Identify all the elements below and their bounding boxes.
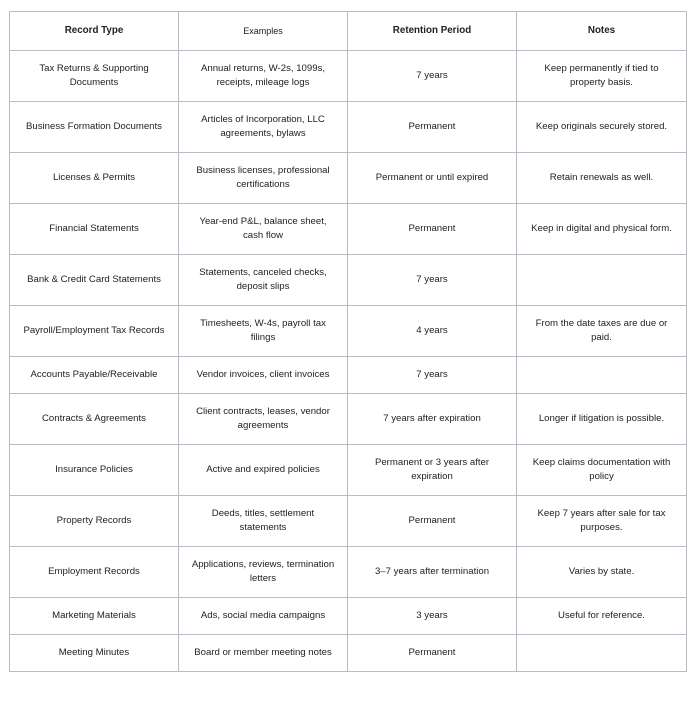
- cell-notes: Keep originals securely stored.: [517, 102, 687, 153]
- table-row: [10, 547, 687, 598]
- records-retention-table: [9, 11, 687, 672]
- cell-examples: Vendor invoices, client invoices: [179, 357, 348, 394]
- cell-retention: 7 years: [348, 255, 517, 306]
- cell-examples: Year-end P&L, balance sheet, cash flow: [179, 204, 348, 255]
- cell-retention: 7 years after expiration: [348, 394, 517, 445]
- header-notes: Notes: [517, 12, 687, 51]
- cell-retention: Permanent: [348, 496, 517, 547]
- cell-record-type: Meeting Minutes: [10, 635, 179, 672]
- cell-examples: Client contracts, leases, vendor agreements: [179, 394, 348, 445]
- cell-record-type: Bank & Credit Card Statements: [10, 255, 179, 306]
- cell-examples: Business licenses, professional certifications: [179, 153, 348, 204]
- table-row: [10, 445, 687, 496]
- cell-record-type: Insurance Policies: [10, 445, 179, 496]
- table-row: [10, 496, 687, 547]
- table-row: [10, 204, 687, 255]
- cell-examples: Articles of Incorporation, LLC agreements, bylaws: [179, 102, 348, 153]
- cell-record-type: Employment Records: [10, 547, 179, 598]
- cell-retention: 4 years: [348, 306, 517, 357]
- cell-record-type: Marketing Materials: [10, 598, 179, 635]
- cell-examples: Timesheets, W-4s, payroll tax filings: [179, 306, 348, 357]
- cell-record-type: Property Records: [10, 496, 179, 547]
- table-row: [10, 51, 687, 102]
- cell-examples: Active and expired policies: [179, 445, 348, 496]
- table-row: [10, 598, 687, 635]
- cell-record-type: Business Formation Documents: [10, 102, 179, 153]
- cell-retention: Permanent: [348, 102, 517, 153]
- cell-record-type: Payroll/Employment Tax Records: [10, 306, 179, 357]
- cell-notes: Keep in digital and physical form.: [517, 204, 687, 255]
- cell-examples: Applications, reviews, termination letters: [179, 547, 348, 598]
- table-row: [10, 102, 687, 153]
- cell-notes: From the date taxes are due or paid.: [517, 306, 687, 357]
- cell-notes: Useful for reference.: [517, 598, 687, 635]
- cell-retention: 7 years: [348, 357, 517, 394]
- table-row: [10, 394, 687, 445]
- table-header: [10, 12, 687, 51]
- cell-record-type: Licenses & Permits: [10, 153, 179, 204]
- cell-notes: [517, 635, 687, 672]
- cell-record-type: Financial Statements: [10, 204, 179, 255]
- header-examples: Examples: [179, 12, 348, 51]
- cell-retention: Permanent: [348, 635, 517, 672]
- cell-notes: Varies by state.: [517, 547, 687, 598]
- cell-retention: 3 years: [348, 598, 517, 635]
- cell-notes: Keep claims documentation with policy: [517, 445, 687, 496]
- cell-record-type: Accounts Payable/Receivable: [10, 357, 179, 394]
- cell-notes: [517, 357, 687, 394]
- table-row: [10, 635, 687, 672]
- cell-examples: Statements, canceled checks, deposit slips: [179, 255, 348, 306]
- records-retention-table-container: [9, 11, 686, 672]
- cell-retention: 3–7 years after termination: [348, 547, 517, 598]
- cell-retention: Permanent or until expired: [348, 153, 517, 204]
- cell-notes: Longer if litigation is possible.: [517, 394, 687, 445]
- cell-notes: Retain renewals as well.: [517, 153, 687, 204]
- cell-notes: [517, 255, 687, 306]
- header-record-type: Record Type: [10, 12, 179, 51]
- cell-retention: 7 years: [348, 51, 517, 102]
- header-row: [10, 12, 687, 51]
- cell-notes: Keep permanently if tied to property basis.: [517, 51, 687, 102]
- table-row: [10, 306, 687, 357]
- cell-examples: Deeds, titles, settlement statements: [179, 496, 348, 547]
- cell-notes: Keep 7 years after sale for tax purposes.: [517, 496, 687, 547]
- cell-record-type: Contracts & Agreements: [10, 394, 179, 445]
- cell-examples: Ads, social media campaigns: [179, 598, 348, 635]
- cell-retention: Permanent or 3 years after expiration: [348, 445, 517, 496]
- cell-examples: Annual returns, W-2s, 1099s, receipts, mileage logs: [179, 51, 348, 102]
- table-row: [10, 255, 687, 306]
- header-retention-period: Retention Period: [348, 12, 517, 51]
- table-row: [10, 153, 687, 204]
- cell-retention: Permanent: [348, 204, 517, 255]
- table-row: [10, 357, 687, 394]
- cell-examples: Board or member meeting notes: [179, 635, 348, 672]
- table-body: [10, 51, 687, 672]
- cell-record-type: Tax Returns & Supporting Documents: [10, 51, 179, 102]
